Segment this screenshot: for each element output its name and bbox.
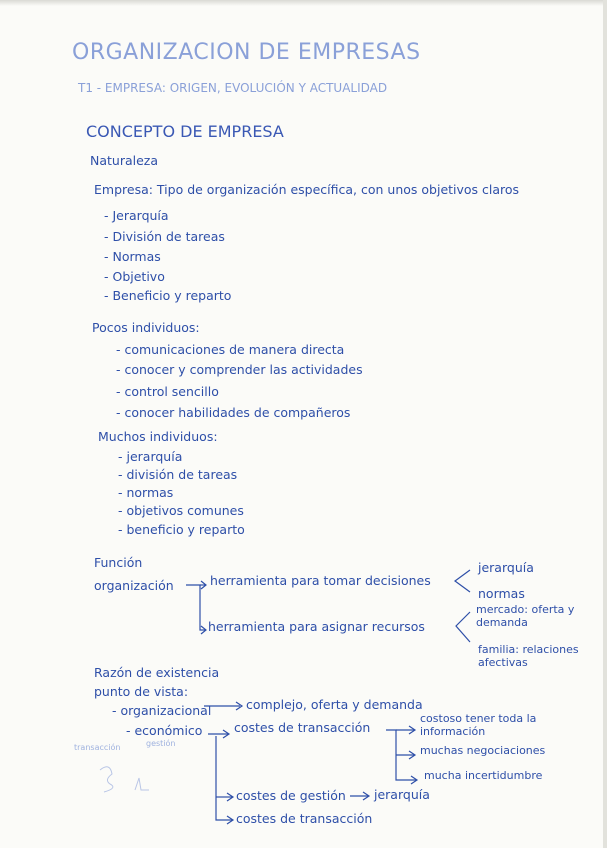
list-item: - objetivos comunes bbox=[118, 503, 244, 518]
page-title: ORGANIZACION DE EMPRESAS bbox=[72, 40, 421, 65]
jerarquia-option: jerarquía bbox=[478, 560, 534, 575]
costes-transaccion-node: costes de transacción bbox=[234, 720, 371, 735]
list-item: - Jerarquía bbox=[104, 208, 169, 223]
organizacional-item: - organizacional bbox=[112, 703, 212, 718]
funcion-heading: Función bbox=[94, 555, 143, 570]
list-item: - jerarquía bbox=[118, 449, 183, 464]
list-item: - comunicaciones de manera directa bbox=[116, 342, 345, 357]
list-item: - conocer habilidades de compañeros bbox=[116, 405, 351, 420]
list-item: - normas bbox=[118, 485, 174, 500]
list-item: - control sencillo bbox=[116, 384, 219, 399]
jerarquia-result: jerarquía bbox=[374, 787, 430, 802]
list-item: - beneficio y reparto bbox=[118, 522, 245, 537]
concepto-heading: CONCEPTO DE EMPRESA bbox=[86, 122, 284, 141]
economico-item: - económico bbox=[126, 723, 203, 738]
consecuencia-item: muchas negociaciones bbox=[420, 744, 546, 757]
list-item: - división de tareas bbox=[118, 467, 238, 482]
margin-note: gestión bbox=[146, 739, 176, 748]
economico-bracket bbox=[216, 736, 232, 820]
empresa-definition: Empresa: Tipo de organización específica, con unos objetivos claros bbox=[94, 182, 520, 197]
razon-heading: Razón de existencia bbox=[94, 665, 220, 680]
list-item: - División de tareas bbox=[104, 229, 225, 244]
muchos-heading: Muchos individuos: bbox=[98, 429, 218, 444]
bracket-icon bbox=[455, 570, 470, 592]
arrow-stem bbox=[396, 730, 414, 755]
organizacion-node: organización bbox=[94, 578, 174, 593]
recursos-branch: herramienta para asignar recursos bbox=[208, 619, 425, 634]
list-item: - conocer y comprender las actividades bbox=[116, 362, 363, 377]
mercado-option: mercado: oferta y demanda bbox=[476, 603, 575, 629]
consecuencia-item: costoso tener toda la información bbox=[420, 712, 537, 738]
list-item: - Objetivo bbox=[104, 269, 165, 284]
decisiones-branch: herramienta para tomar decisiones bbox=[210, 573, 431, 588]
familia-option: familia: relaciones afectivas bbox=[478, 643, 579, 669]
pocos-heading: Pocos individuos: bbox=[92, 320, 200, 335]
margin-note: transacción bbox=[74, 743, 121, 752]
organizacional-result: complejo, oferta y demanda bbox=[246, 697, 423, 712]
consecuencia-item: mucha incertidumbre bbox=[424, 769, 543, 782]
normas-option: normas bbox=[478, 586, 525, 601]
funcion-bracket bbox=[186, 585, 206, 630]
punto-de-vista: punto de vista: bbox=[94, 684, 189, 699]
bracket-icon bbox=[456, 612, 470, 642]
sketch-icon bbox=[135, 778, 149, 790]
topic-subtitle: T1 - EMPRESA: ORIGEN, EVOLUCIÓN Y ACTUALIDAD bbox=[78, 81, 388, 95]
naturaleza-label: Naturaleza bbox=[90, 153, 159, 168]
list-item: - Normas bbox=[104, 249, 161, 264]
sketch-icon bbox=[100, 767, 113, 792]
costes-transaccion-node-2: costes de transacción bbox=[236, 811, 373, 826]
costes-gestion-node: costes de gestión bbox=[236, 788, 346, 803]
list-item: - Beneficio y reparto bbox=[104, 288, 232, 303]
